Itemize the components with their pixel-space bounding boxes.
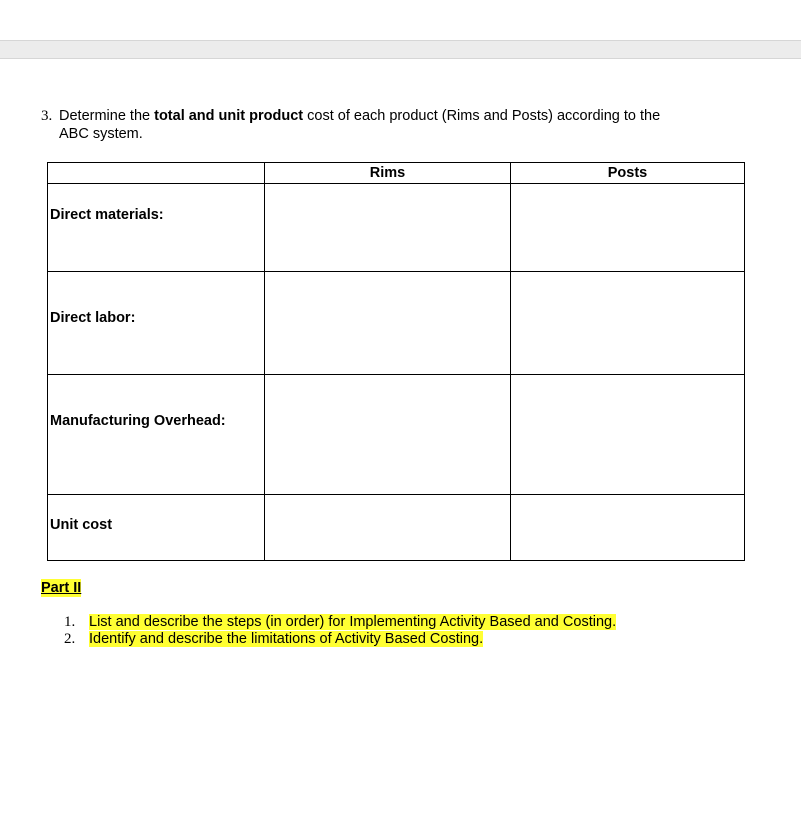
- cell-rims-direct-labor[interactable]: [265, 272, 511, 375]
- question-text-start: Determine the: [59, 108, 155, 124]
- column-header-label: [48, 163, 265, 184]
- table-row: [48, 184, 745, 272]
- table-header-row: [48, 163, 745, 184]
- part-2-heading: Part II: [41, 580, 82, 596]
- table-row: [48, 272, 745, 375]
- cell-rims-direct-materials[interactable]: [265, 184, 511, 272]
- row-label-unit-cost: [48, 495, 265, 561]
- cost-table: [47, 162, 745, 561]
- list-item-number: 2.: [64, 631, 76, 647]
- table-row: [48, 495, 745, 561]
- part-2-list: [62, 614, 616, 648]
- page-separator: [0, 40, 801, 59]
- cell-posts-unit-cost[interactable]: [511, 495, 745, 561]
- row-label-text: Unit cost: [50, 517, 113, 533]
- column-header-rims: Rims: [265, 163, 511, 184]
- row-label-text: Direct labor:: [50, 310, 136, 326]
- cell-rims-manufacturing-overhead[interactable]: [265, 375, 511, 495]
- row-label-direct-materials: [48, 184, 265, 272]
- column-header-posts: Posts: [511, 163, 745, 184]
- list-item: [62, 614, 616, 631]
- question-number: 3.: [41, 108, 53, 124]
- question-text: [59, 107, 701, 143]
- question-3: [41, 107, 701, 143]
- question-text-end: cost of each product (Rims and Posts) according to the: [303, 108, 661, 124]
- question-text-line2: ABC system.: [59, 126, 143, 142]
- list-item-text: Identify and describe the limitations of Activity Based Costing.: [89, 631, 484, 647]
- cell-posts-direct-materials[interactable]: [511, 184, 745, 272]
- row-label-text: Direct materials:: [50, 207, 164, 223]
- table-row: [48, 375, 745, 495]
- question-text-bold: total and unit product: [154, 108, 304, 124]
- row-label-manufacturing-overhead: [48, 375, 265, 495]
- list-item: [62, 631, 616, 648]
- cell-posts-direct-labor[interactable]: [511, 272, 745, 375]
- row-label-direct-labor: [48, 272, 265, 375]
- list-item-number: 1.: [64, 614, 76, 630]
- row-label-text: Manufacturing Overhead:: [50, 413, 226, 429]
- cell-posts-manufacturing-overhead[interactable]: [511, 375, 745, 495]
- cell-rims-unit-cost[interactable]: [265, 495, 511, 561]
- list-item-text: List and describe the steps (in order) for Implementing Activity Based and Costing.: [89, 614, 617, 630]
